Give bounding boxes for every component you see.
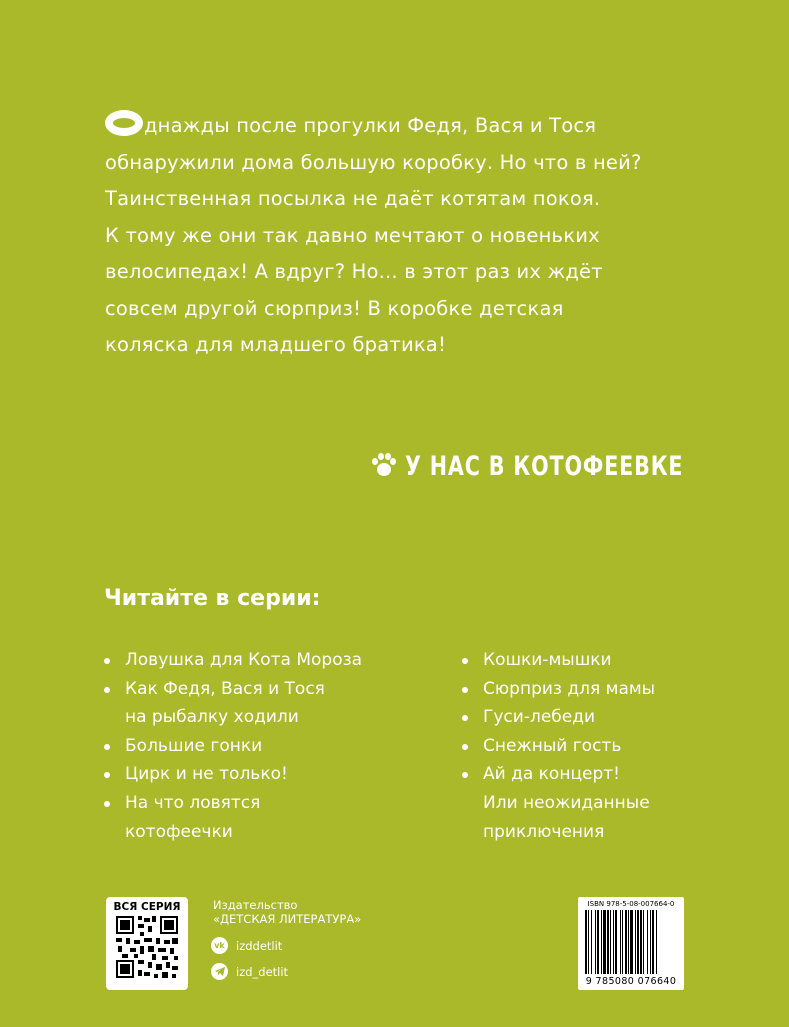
barcode-block — [578, 897, 684, 990]
barcode-bar — [588, 910, 589, 974]
vk-handle: izddetlit — [236, 938, 283, 953]
blurb-line-1: после прогулки Федя, Вася и Тося — [229, 114, 597, 137]
vk-icon: vk — [211, 937, 228, 954]
barcode-bar — [652, 910, 654, 974]
barcode-bar — [656, 910, 657, 974]
barcode-bar — [601, 910, 602, 974]
barcode-bar — [622, 910, 623, 974]
barcode-bar — [610, 910, 611, 974]
barcode-bar — [625, 910, 627, 974]
list-item: Сюрприз для мамы — [462, 675, 655, 704]
series-title: У НАС В КОТОФЕЕВКЕ — [405, 450, 684, 482]
barcode-bar — [647, 910, 648, 974]
list-item: Ловушка для Кота Мороза — [104, 646, 362, 675]
barcode-bar — [613, 910, 614, 974]
blurb-first-word: днажды — [144, 114, 230, 137]
blurb-line-7: коляска для младшего братика! — [105, 333, 446, 356]
barcode-bar — [637, 910, 639, 974]
list-item: Кошки-мышки — [462, 646, 655, 675]
barcode-bar — [643, 910, 644, 974]
paw-icon — [371, 453, 397, 479]
list-item: Снежный гость — [462, 732, 655, 761]
barcode-bar — [630, 910, 633, 974]
telegram-icon — [211, 963, 228, 980]
barcode-bar — [620, 910, 621, 974]
barcode-bar — [597, 910, 599, 974]
series-list-heading: Читайте в серии: — [104, 586, 321, 611]
blurb-line-2: обнаружили дома большую коробку. Но что в ней? — [105, 150, 642, 174]
series-list-right — [462, 646, 655, 846]
qr-code-block[interactable] — [106, 897, 188, 990]
list-item: Как Федя, Вася и Тося на рыбалку ходили — [104, 675, 362, 732]
barcode-bar — [585, 910, 587, 974]
list-item: Цирк и не только! — [104, 760, 362, 789]
telegram-handle: izd_detlit — [236, 964, 289, 979]
blurb-line-4: К тому же они так давно мечтают о новеньких — [105, 223, 600, 247]
dropcap-o — [105, 110, 143, 136]
barcode-bar — [603, 910, 606, 974]
telegram-link[interactable] — [211, 963, 288, 980]
ean-digits: 9 785080 076640 — [585, 976, 677, 987]
barcode-bar — [635, 910, 636, 974]
series-title-block — [371, 446, 733, 486]
blurb — [105, 108, 705, 364]
barcode-bar — [640, 910, 642, 974]
qr-label: ВСЯ СЕРИЯ — [113, 901, 181, 913]
barcode-bar — [595, 910, 596, 974]
list-item: На что ловятся котофеечки — [104, 789, 362, 846]
qr-code-icon — [114, 914, 180, 980]
list-item: Гуси-лебеди — [462, 703, 655, 732]
barcode-bar — [650, 910, 651, 974]
series-list-left — [104, 646, 362, 846]
vk-link[interactable] — [211, 937, 282, 954]
blurb-line-6: совсем другой сюрприз! В коробке детская — [105, 296, 564, 320]
barcode-bar — [615, 910, 617, 974]
publisher-name: Издательство «ДЕТСКАЯ ЛИТЕРАТУРА» — [213, 898, 362, 926]
list-item: Ай да концерт! Или неожиданные приключения — [462, 760, 655, 846]
barcode-bar — [628, 910, 629, 974]
barcode-icon — [583, 910, 679, 974]
blurb-line-5: велосипедах! А вдруг? Но... в этот раз их ждёт — [105, 260, 603, 283]
list-item: Большие гонки — [104, 732, 362, 761]
barcode-bar — [591, 910, 592, 974]
isbn-text: ISBN 978-5-08-007664-0 — [587, 900, 675, 908]
blurb-line-3: Таинственная посылка не даёт котятам покоя. — [105, 187, 601, 210]
barcode-bar — [607, 910, 609, 974]
